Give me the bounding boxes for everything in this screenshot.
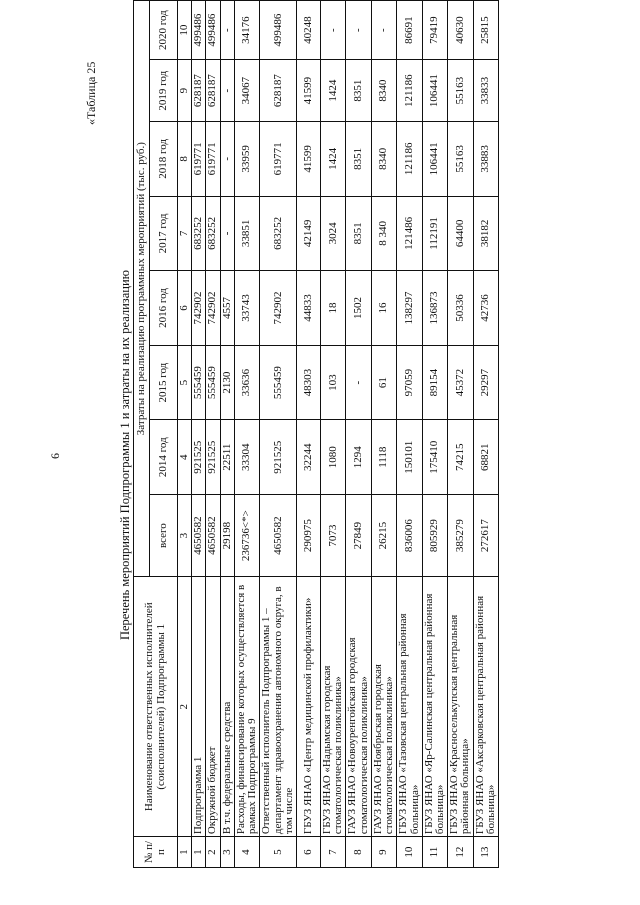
header-year: 2018 год (150, 122, 178, 197)
row-num-cell: 1 (192, 837, 206, 868)
row-year-cell: 1502 (346, 271, 371, 346)
row-year-cell: 4557 (220, 271, 234, 346)
row-name-cell: ГБУЗ ЯНАО «Аксарковская центральная районная больница» (473, 577, 498, 837)
row-year-cell: 1080 (320, 420, 345, 495)
index-cell: 5 (178, 345, 192, 420)
table-body (192, 1, 499, 868)
row-year-cell: 34067 (234, 60, 259, 122)
row-year-cell: 683252 (192, 196, 206, 271)
row-year-cell: 628187 (260, 60, 297, 122)
header-year: 2017 год (150, 196, 178, 271)
index-row (178, 1, 192, 868)
row-year-cell: 50336 (448, 271, 473, 346)
row-year-cell: - (320, 1, 345, 60)
header-costs: Затраты на реализацию программных мероприятий (тыс. руб.) (134, 1, 150, 577)
row-year-cell: 89154 (422, 345, 447, 420)
row-num-cell: 13 (473, 837, 498, 868)
table-row (260, 1, 297, 868)
row-year-cell: 33833 (473, 60, 498, 122)
row-year-cell: 8351 (346, 122, 371, 197)
header-year: 2019 год (150, 60, 178, 122)
index-cell: 9 (178, 60, 192, 122)
row-year-cell: 61 (371, 345, 396, 420)
row-total-cell: 836006 (397, 495, 422, 577)
row-total-cell: 7073 (320, 495, 345, 577)
row-year-cell: 86691 (397, 1, 422, 60)
row-total-cell: 805929 (422, 495, 447, 577)
index-cell: 6 (178, 271, 192, 346)
row-year-cell: 41599 (296, 122, 320, 197)
row-total-cell: 236736<*> (234, 495, 259, 577)
row-year-cell: 40630 (448, 1, 473, 60)
table-row (234, 1, 259, 868)
row-year-cell: 22511 (220, 420, 234, 495)
header-name: Наименование ответственных исполнителей (соисполнителей) Подпрограммы 1 (134, 577, 178, 837)
row-year-cell: 64400 (448, 196, 473, 271)
row-year-cell: 742902 (192, 271, 206, 346)
row-name-cell: ГБУЗ ЯНАО «Центр медицинской профилактики» (296, 577, 320, 837)
row-year-cell: 32244 (296, 420, 320, 495)
row-year-cell: 112191 (422, 196, 447, 271)
row-name-cell: ГБУЗ ЯНАО «Красноселькупская центральная районная больница» (448, 577, 473, 837)
row-year-cell: 74215 (448, 420, 473, 495)
row-year-cell: 38182 (473, 196, 498, 271)
row-year-cell: 628187 (192, 60, 206, 122)
row-year-cell: 33743 (234, 271, 259, 346)
row-name-cell: ГАУЗ ЯНАО «Новоуренгойская городская стоматологическая поликлиника» (346, 577, 371, 837)
row-year-cell: 42149 (296, 196, 320, 271)
row-year-cell: 68821 (473, 420, 498, 495)
row-num-cell: 5 (260, 837, 297, 868)
row-total-cell: 29198 (220, 495, 234, 577)
row-year-cell: 55163 (448, 60, 473, 122)
row-year-cell: 25815 (473, 1, 498, 60)
costs-table (133, 0, 499, 868)
row-year-cell: 619771 (206, 122, 220, 197)
row-num-cell: 11 (422, 837, 447, 868)
row-year-cell: 34176 (234, 1, 259, 60)
row-year-cell: - (220, 1, 234, 60)
table-row (296, 1, 320, 868)
row-num-cell: 3 (220, 837, 234, 868)
index-cell: 3 (178, 495, 192, 577)
row-name-cell: Окружной бюджет (206, 577, 220, 837)
row-year-cell: - (220, 60, 234, 122)
row-year-cell: 619771 (192, 122, 206, 197)
row-year-cell: 8340 (371, 122, 396, 197)
header-num: № п/п (134, 837, 178, 868)
row-num-cell: 8 (346, 837, 371, 868)
row-year-cell: 8351 (346, 196, 371, 271)
row-year-cell: 555459 (260, 345, 297, 420)
index-cell: 4 (178, 420, 192, 495)
row-year-cell: 33883 (473, 122, 498, 197)
row-year-cell: 138297 (397, 271, 422, 346)
row-year-cell: - (346, 1, 371, 60)
row-year-cell: 33959 (234, 122, 259, 197)
table-row (206, 1, 220, 868)
row-name-cell: Подпрограмма 1 (192, 577, 206, 837)
row-total-cell: 4650582 (192, 495, 206, 577)
row-total-cell: 4650582 (206, 495, 220, 577)
row-year-cell: 150101 (397, 420, 422, 495)
row-year-cell: 33851 (234, 196, 259, 271)
row-name-cell: Ответственный исполнитель Подпрограммы 1 – департамент здравоохранения автономного округа, в том числе (260, 577, 297, 837)
row-year-cell: 921525 (192, 420, 206, 495)
row-num-cell: 4 (234, 837, 259, 868)
row-year-cell: 106441 (422, 60, 447, 122)
header-year: 2014 год (150, 420, 178, 495)
row-year-cell: 3024 (320, 196, 345, 271)
row-year-cell: 40248 (296, 1, 320, 60)
row-num-cell: 10 (397, 837, 422, 868)
table-row (320, 1, 345, 868)
row-name-cell: ГБУЗ ЯНАО «Тазовская центральная районная больница» (397, 577, 422, 837)
row-year-cell: 18 (320, 271, 345, 346)
row-year-cell: 41599 (296, 60, 320, 122)
header-year: 2016 год (150, 271, 178, 346)
index-cell: 7 (178, 196, 192, 271)
table-row (473, 1, 498, 868)
row-year-cell: 45372 (448, 345, 473, 420)
row-year-cell: 499486 (206, 1, 220, 60)
row-year-cell: 33304 (234, 420, 259, 495)
row-num-cell: 12 (448, 837, 473, 868)
table-row (422, 1, 447, 868)
table-row (371, 1, 396, 868)
row-total-cell: 26215 (371, 495, 396, 577)
row-num-cell: 2 (206, 837, 220, 868)
row-name-cell: ГБУЗ ЯНАО «Яр-Салинская центральная районная больница» (422, 577, 447, 837)
row-year-cell: 1424 (320, 60, 345, 122)
row-year-cell: 175410 (422, 420, 447, 495)
row-total-cell: 290975 (296, 495, 320, 577)
row-total-cell: 4650582 (260, 495, 297, 577)
row-year-cell: 16 (371, 271, 396, 346)
row-year-cell: 555459 (206, 345, 220, 420)
row-num-cell: 7 (320, 837, 345, 868)
row-year-cell: 1294 (346, 420, 371, 495)
row-total-cell: 27849 (346, 495, 371, 577)
row-year-cell: 121486 (397, 196, 422, 271)
row-year-cell: 97059 (397, 345, 422, 420)
table-row (346, 1, 371, 868)
table-row (448, 1, 473, 868)
row-year-cell: 48303 (296, 345, 320, 420)
row-name-cell: Расходы, финансирование которых осуществляется в рамках Подпрограммы 9 (234, 577, 259, 837)
row-year-cell: - (371, 1, 396, 60)
row-total-cell: 272617 (473, 495, 498, 577)
row-num-cell: 9 (371, 837, 396, 868)
row-year-cell: 106441 (422, 122, 447, 197)
page-number: 6 (48, 453, 62, 459)
index-cell: 10 (178, 1, 192, 60)
row-year-cell: 628187 (206, 60, 220, 122)
document-title: Перечень мероприятий Подпрограммы 1 и затраты на их реализацию (118, 269, 132, 641)
index-cell: 1 (178, 837, 192, 868)
table-label: «Таблица 25 (84, 61, 98, 125)
row-num-cell: 6 (296, 837, 320, 868)
row-year-cell: 921525 (260, 420, 297, 495)
row-year-cell: - (220, 196, 234, 271)
row-year-cell: 1424 (320, 122, 345, 197)
row-name-cell: ГАУЗ ЯНАО «Ноябрьская городская стоматологическая поликлиника» (371, 577, 396, 837)
row-year-cell: 42736 (473, 271, 498, 346)
row-year-cell: 2130 (220, 345, 234, 420)
row-year-cell: 29297 (473, 345, 498, 420)
header-row-1 (134, 1, 150, 868)
row-year-cell: 103 (320, 345, 345, 420)
row-name-cell: ГБУЗ ЯНАО «Надымская городская стоматологическая поликлиника» (320, 577, 345, 837)
row-year-cell: - (220, 122, 234, 197)
row-name-cell: В т.ч. федеральные средства (220, 577, 234, 837)
row-year-cell: 121186 (397, 60, 422, 122)
header-total: всего (150, 495, 178, 577)
row-total-cell: 385279 (448, 495, 473, 577)
row-year-cell: 683252 (260, 196, 297, 271)
row-year-cell: 1118 (371, 420, 396, 495)
row-year-cell: 8340 (371, 60, 396, 122)
row-year-cell: 921525 (206, 420, 220, 495)
row-year-cell: 499486 (192, 1, 206, 60)
table-row (220, 1, 234, 868)
row-year-cell: 742902 (260, 271, 297, 346)
row-year-cell: 33636 (234, 345, 259, 420)
row-year-cell: 44833 (296, 271, 320, 346)
row-year-cell: 79419 (422, 1, 447, 60)
row-year-cell: 499486 (260, 1, 297, 60)
row-year-cell: 121186 (397, 122, 422, 197)
row-year-cell: 619771 (260, 122, 297, 197)
index-cell: 8 (178, 122, 192, 197)
header-year: 2020 год (150, 1, 178, 60)
row-year-cell: 683252 (206, 196, 220, 271)
header-year: 2015 год (150, 345, 178, 420)
table-row (192, 1, 206, 868)
row-year-cell: 555459 (192, 345, 206, 420)
row-year-cell: 8 340 (371, 196, 396, 271)
table-row (397, 1, 422, 868)
row-year-cell: 55163 (448, 122, 473, 197)
row-year-cell: 136873 (422, 271, 447, 346)
index-cell: 2 (178, 577, 192, 837)
row-year-cell: - (346, 345, 371, 420)
row-year-cell: 742902 (206, 271, 220, 346)
row-year-cell: 8351 (346, 60, 371, 122)
